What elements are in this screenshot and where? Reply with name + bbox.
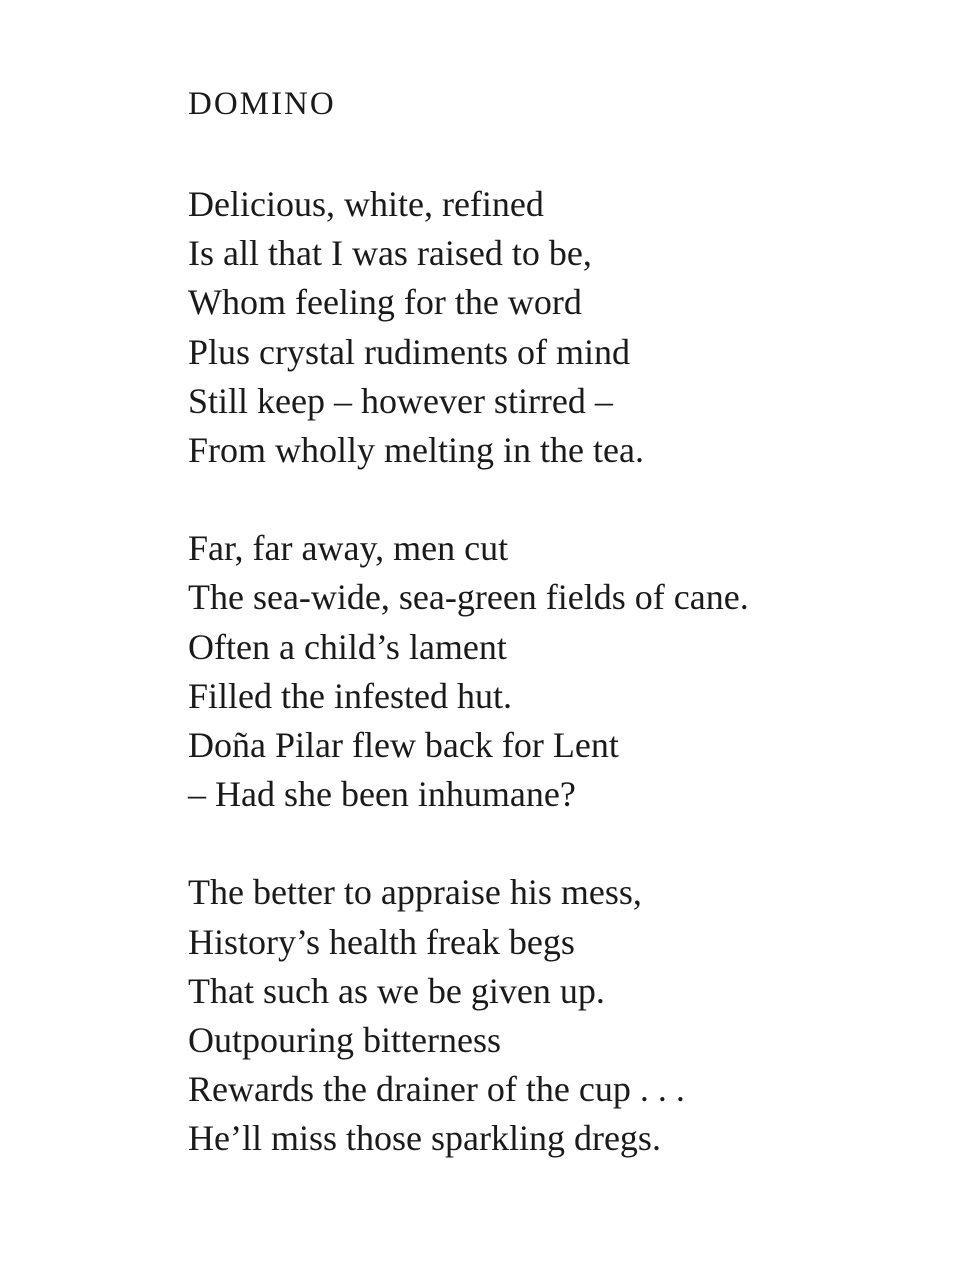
poem-line: The sea-wide, sea-green fields of cane. (188, 577, 749, 618)
poem-line: Often a child’s lament (188, 626, 507, 667)
poem-line: Outpouring bitterness (188, 1020, 501, 1061)
poem-line: Filled the infested hut. (188, 675, 512, 716)
poem-page (188, 80, 948, 1213)
poem-line: That such as we be given up. (188, 970, 605, 1011)
poem-line: The better to appraise his mess, (188, 872, 642, 913)
poem-line: Doña Pilar flew back for Lent (188, 725, 619, 766)
poem-title: DOMINO (188, 86, 336, 122)
stanza-2 (188, 524, 948, 819)
poem-line: Still keep – however stirred – (188, 380, 613, 421)
poem-line: Plus crystal rudiments of mind (188, 331, 630, 372)
poem-line: Whom feeling for the word (188, 282, 582, 323)
poem-line: From wholly melting in the tea. (188, 430, 644, 471)
stanza-1 (188, 180, 948, 475)
poem-line: He’ll miss those sparkling dregs. (188, 1118, 661, 1159)
stanza-3 (188, 868, 948, 1163)
poem-line: Far, far away, men cut (188, 528, 509, 569)
poem-line: Rewards the drainer of the cup . . . (188, 1069, 685, 1110)
poem-line: History’s health freak begs (188, 921, 575, 962)
poem-line: Delicious, white, refined (188, 184, 544, 224)
poem-line: Is all that I was raised to be, (188, 233, 592, 274)
poem-line: – Had she been inhumane? (188, 774, 576, 815)
